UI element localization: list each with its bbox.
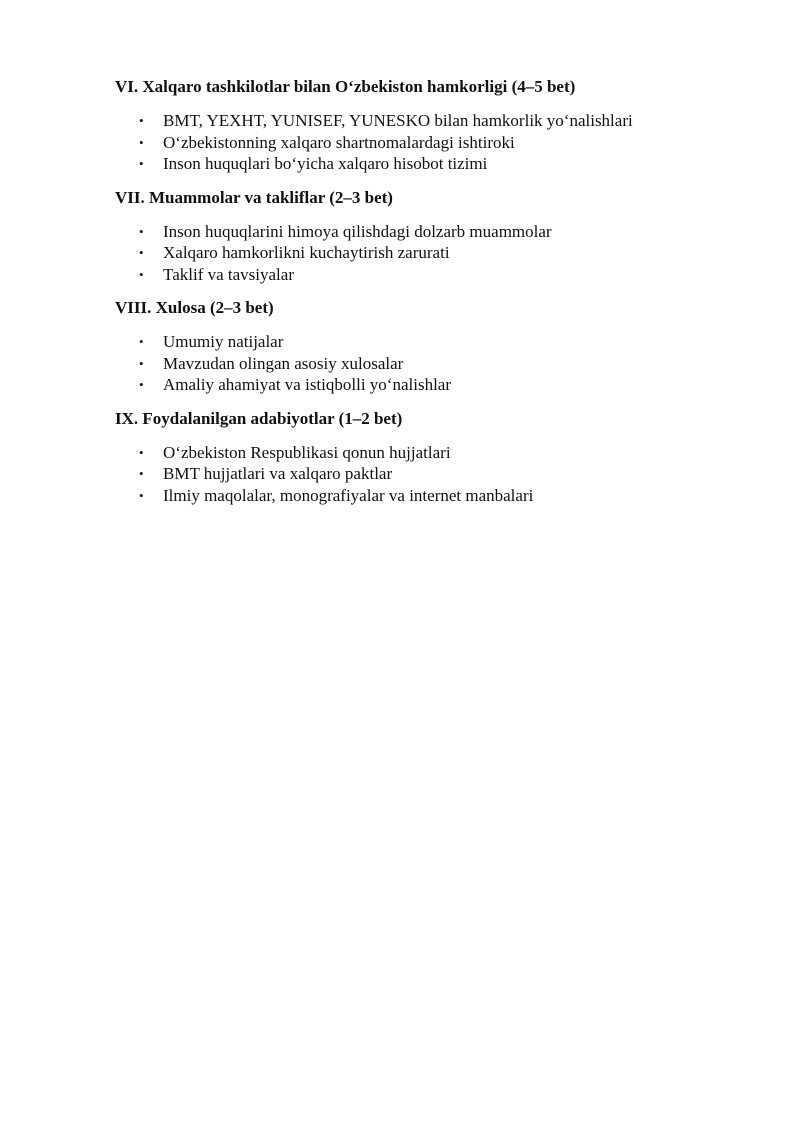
bullet-icon: • — [139, 156, 144, 171]
list-item — [115, 442, 755, 464]
list-item — [115, 110, 755, 132]
section-heading: VIII. Xulosa (2–3 bet) — [115, 298, 274, 317]
bullet-icon: • — [139, 444, 144, 460]
bullet-icon: • — [139, 134, 144, 150]
bullet-icon: • — [139, 355, 144, 371]
list-item-text: Umumiy natijalar — [163, 332, 284, 351]
list-item-text: BMT hujjatlari va xalqaro paktlar — [163, 464, 393, 483]
bullet-icon: • — [139, 223, 144, 239]
list-item-text: O‘zbekistonning xalqaro shartnomalardagi ishtiroki — [163, 132, 515, 152]
bullet-icon: • — [139, 334, 144, 349]
list-item — [115, 132, 755, 154]
list-item-text: Mavzudan olingan asosiy xulosalar — [163, 353, 404, 373]
section-heading: VII. Muammolar va takliflar (2–3 bet) — [115, 187, 393, 207]
document-content — [115, 76, 755, 518]
section-viii — [115, 297, 755, 396]
bullet-icon: • — [139, 266, 144, 282]
bullet-list — [115, 110, 755, 175]
bullet-icon: • — [139, 487, 144, 503]
list-item — [115, 221, 755, 243]
list-item — [115, 485, 755, 507]
bullet-list — [115, 442, 755, 507]
list-item — [115, 374, 755, 396]
bullet-icon: • — [139, 245, 144, 260]
section-vi — [115, 76, 755, 175]
list-item-text: Ilmiy maqolalar, monografiyalar va internet manbalari — [163, 485, 534, 505]
bullet-icon: • — [139, 377, 144, 392]
list-item-text: BMT, YEXHT, YUNISEF, YUNESKO bilan hamkorlik yo‘nalishlari — [163, 111, 633, 130]
list-item-text: Inson huquqlari bo‘yicha xalqaro hisobot tizimi — [163, 154, 488, 173]
list-item — [115, 463, 755, 485]
list-item-text: Amaliy ahamiyat va istiqbolli yo‘nalishlar — [163, 375, 451, 394]
list-item — [115, 153, 755, 175]
bullet-list — [115, 221, 755, 286]
section-vii — [115, 187, 755, 286]
list-item — [115, 331, 755, 353]
section-heading: IX. Foydalanilgan adabiyotlar (1–2 bet) — [115, 408, 403, 428]
list-item-text: Inson huquqlarini himoya qilishdagi dolzarb muammolar — [163, 221, 552, 241]
list-item — [115, 264, 755, 286]
list-item-text: Xalqaro hamkorlikni kuchaytirish zarurati — [163, 243, 450, 262]
bullet-list — [115, 331, 755, 396]
section-heading: VI. Xalqaro tashkilotlar bilan O‘zbekiston hamkorligi (4–5 bet) — [115, 77, 576, 96]
list-item-text: Taklif va tavsiyalar — [163, 264, 294, 284]
list-item — [115, 242, 755, 264]
section-ix — [115, 408, 755, 507]
bullet-icon: • — [139, 466, 144, 481]
list-item — [115, 353, 755, 375]
list-item-text: O‘zbekiston Respublikasi qonun hujjatlari — [163, 442, 451, 462]
bullet-icon: • — [139, 113, 144, 128]
